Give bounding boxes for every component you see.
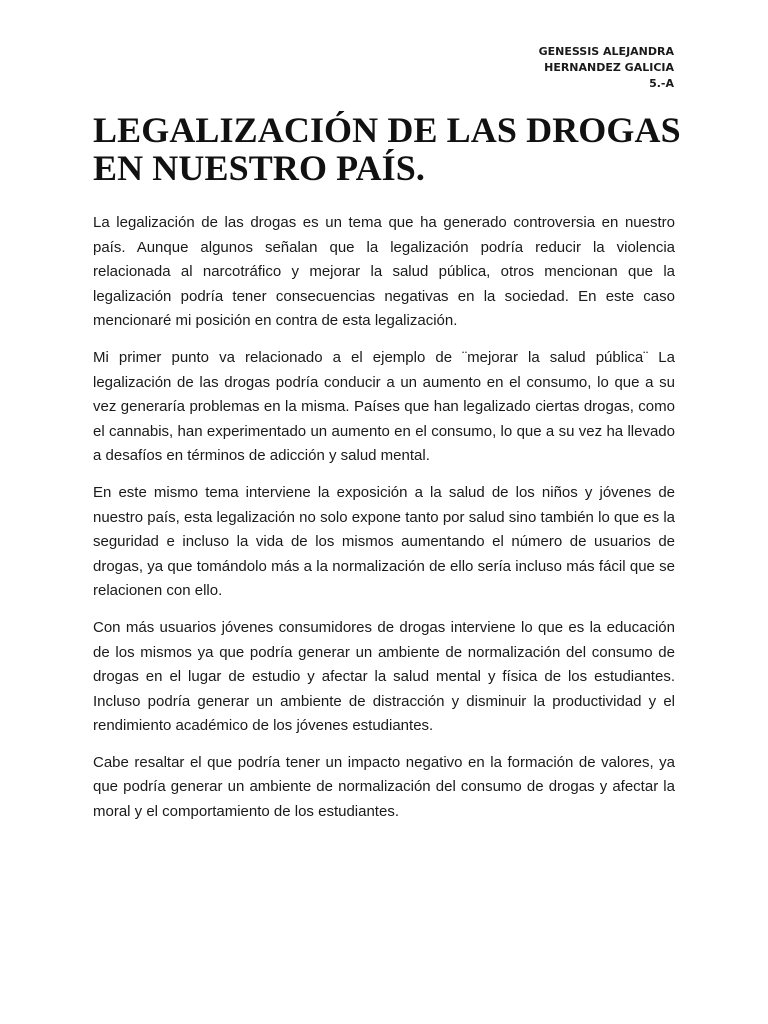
title-line-2: EN NUESTRO PAÍS. — [93, 148, 425, 188]
paragraph-1: La legalización de las drogas es un tema que ha generado controversia en nuestro país. Aunque algunos señalan que la legalización podría reducir la violencia relacionada al narcotráfico y mejorar la salud pública, otros mencionan que la legalización podría tener consecuencias negativas en la sociedad. En este caso mencionaré mi posición en contra de esta legalización. — [93, 214, 675, 330]
paragraph-5: Cabe resaltar el que podría tener un impacto negativo en la formación de valores, ya que podría generar un ambiente de normalización del consumo de drogas y afectar la moral y el comportamiento de los estudiantes. — [93, 753, 675, 821]
document-body — [93, 211, 675, 837]
author-block — [539, 44, 674, 92]
author-name-line-2: HERNANDEZ GALICIA — [544, 61, 674, 74]
document-title — [93, 111, 693, 187]
paragraph-2: Mi primer punto va relacionado a el ejemplo de ¨mejorar la salud pública¨ La legalización de las drogas podría conducir a un aumento en el consumo, lo que a su vez generaría problemas en la misma. Países que han legalizado ciertas drogas, como el cannabis, han experimentado un aumento en el consumo, lo que a su vez ha llevado a desafíos en términos de adicción y salud mental. — [93, 348, 675, 465]
paragraph-4: Con más usuarios jóvenes consumidores de drogas interviene lo que es la educación de los mismos ya que podría generar un ambiente de normalización del consumo de drogas en el lugar de estudio y afectar la salud mental y física de los estudiantes. Incluso podría generar un ambiente de distracción y disminuir la productividad y el rendimiento académico de los jóvenes estudiantes. — [93, 618, 675, 735]
paragraph-3: En este mismo tema interviene la exposición a la salud de los niños y jóvenes de nuestro país, esta legalización no solo expone tanto por salud sino también lo que es la seguridad e incluso la vida de los mismos aumentando el número de usuarios de drogas, ya que tomándolo más a la normalización de ello sería incluso más fácil que se relacionen con ello. — [93, 483, 675, 600]
author-name-line-1: GENESSIS ALEJANDRA — [538, 45, 674, 58]
title-line-1: LEGALIZACIÓN DE LAS DROGAS — [93, 110, 681, 150]
author-group: 5.-A — [649, 77, 674, 90]
